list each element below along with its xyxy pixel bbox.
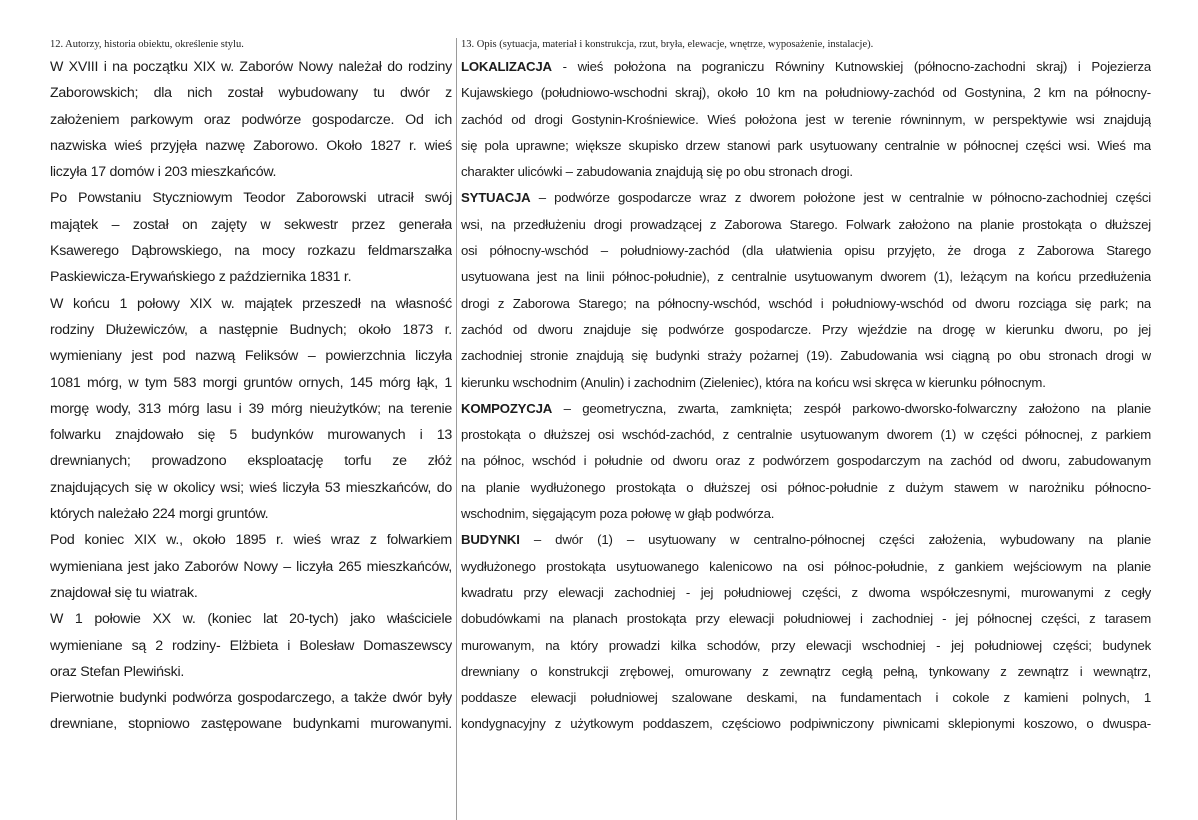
text-line xyxy=(50,448,452,474)
text-line xyxy=(461,711,1151,737)
line-text: charakter ulicówki – zabudowania znajdują się po obu stronach drogi. xyxy=(461,164,853,180)
line-text: morgę wody, 313 mórg lasu i 39 mórg nieużytków; na terenie xyxy=(50,400,452,417)
line-text: drewnianych; prowadzono eksploatację torfu ze złóż xyxy=(50,453,452,470)
text-line xyxy=(50,133,452,159)
line-text: wymieniane są 2 rodziny- Elżbieta i Bolesław Domaszewscy xyxy=(50,637,452,654)
text-line xyxy=(461,159,1151,185)
text-line xyxy=(50,159,452,185)
line-text: Kujawskiego (południowo-wschodni skraj), około 10 km na południowy-zachód od Gostynina, 2 km na północny- xyxy=(461,85,1151,101)
line-text: Pod koniec XIX w., około 1895 r. wieś wraz z folwarkiem xyxy=(50,532,452,549)
line-text: wymieniana jest jako Zaborów Nowy – liczyła 265 mieszkańców, xyxy=(50,558,452,575)
text-line xyxy=(50,580,452,606)
line-text: zachodniej stronie znajdują się budynki straży pożarnej (19). Zabudowania wsi ciągną po obu stronach drogi w xyxy=(461,348,1151,364)
line-text: założeniem parkowym oraz podwórze gospodarcze. Od ich xyxy=(50,111,452,128)
section-keyword: SYTUACJA xyxy=(461,190,531,206)
line-text: usytuowana jest na linii północ-południe), z centralnie usytuowanym dworem (1), leżącym na końcu przedłużenia xyxy=(461,269,1151,285)
text-line xyxy=(461,133,1151,159)
line-text: Ksawerego Dąbrowskiego, na mocy rozkazu feldmarszałka xyxy=(50,243,452,260)
line-text: oraz Stefan Plewiński. xyxy=(50,663,185,680)
line-text: drewniane, stopniowo zastępowane budynkami murowanymi. xyxy=(50,716,452,733)
text-line xyxy=(461,317,1151,343)
line-text: liczyła 17 domów i 203 mieszkańców. xyxy=(50,164,277,181)
history-column xyxy=(50,38,452,738)
line-text: Po Powstaniu Styczniowym Teodor Zaborowski utracił swój xyxy=(50,190,452,207)
text-line xyxy=(50,264,452,290)
text-line xyxy=(50,291,452,317)
text-line xyxy=(461,396,1151,422)
text-line xyxy=(461,685,1151,711)
line-text: – dwór (1) – usytuowany w centralno-północnej części założenia, wybudowany na planie xyxy=(519,532,1151,548)
text-line xyxy=(461,291,1151,317)
text-line xyxy=(50,685,452,711)
text-line xyxy=(50,238,452,264)
text-line xyxy=(50,659,452,685)
text-line xyxy=(50,422,452,448)
line-text: kwadratu przy elewacji zachodniej - jej południowej części, z dwoma współczesnymi, murowanymi z cegły xyxy=(461,584,1151,600)
line-text: znajdujących się w okolicy wsi; wieś liczyła 53 mieszkańców, do xyxy=(50,479,452,496)
text-line xyxy=(50,343,452,369)
line-text: - wieś położona na pograniczu Równiny Kutnowskiej (północno-zachodni skraj) i Pojezierza xyxy=(551,59,1151,74)
text-line xyxy=(50,633,452,659)
text-line xyxy=(461,475,1151,501)
text-line xyxy=(50,185,452,211)
line-text: rodziny Dłużewiczów, a następnie Budnych; około 1873 r. xyxy=(50,321,452,338)
line-text: nazwiska wieś przyjęła nazwę Zaborowo. Około 1827 r. wieś xyxy=(50,137,452,154)
text-line xyxy=(461,580,1151,606)
line-text: Zaborowskich; dla nich został wybudowany tu dwór z xyxy=(50,85,452,102)
text-line xyxy=(461,212,1151,238)
line-text: folwarku znajdowało się 5 budynków murowanych i 13 xyxy=(50,427,452,444)
text-line xyxy=(50,711,452,737)
line-text: zachód od drogi Gostynin-Krośniewice. Wieś położona jest w terenie równinnym, w perspektywie wsi znajdują xyxy=(461,111,1151,127)
text-line xyxy=(50,107,452,133)
line-text: W XVIII i na początku XIX w. Zaborów Nowy należał do rodziny xyxy=(50,59,452,75)
text-line xyxy=(461,501,1151,527)
line-text: majątek – został on zajęty w sekwestr przez generała xyxy=(50,216,452,233)
text-line xyxy=(461,606,1151,632)
text-line xyxy=(461,80,1151,106)
line-text: kierunku wschodnim (Anulin) i zachodnim (Zieleniec), która na końcu wsi skręca w kierunku północnym. xyxy=(461,374,1046,390)
line-text: wydłużonego prostokąta usytuowanego kalenicowo na osi północ-południe, z gankiem wejściowym na planie xyxy=(461,558,1151,574)
line-text: osi północny-wschód – południowy-zachód (dla ułatwienia opisu przyjęto, że droga z Zaborowa Starego xyxy=(461,243,1151,259)
line-text: poddasze elewacji południowej szalowane deskami, na fundamentach i cokole z kamieni polnych, 1 xyxy=(461,690,1151,706)
line-text: murowanym, na który prowadzi kilka schodów, przy elewacji wschodniej - jej południowej części; budynek xyxy=(461,637,1151,653)
line-text: kondygnacyjny z użytkowym poddaszem, częściowo podpiwniczony piwnicami sklepionymi koszowo, o dwuspa- xyxy=(461,716,1151,732)
section-keyword: BUDYNKI xyxy=(461,532,520,548)
text-line xyxy=(461,659,1151,685)
line-text: dobudówkami na planach prostokąta przy elewacji południowej i zachodniej - jej północnej części, z tarasem xyxy=(461,611,1151,627)
line-text: wsi, na przedłużeniu drogi prowadzącej z Zaborowa Starego. Folwark założono na planie prostokąta o dłuższej xyxy=(461,216,1151,232)
text-line xyxy=(50,212,452,238)
section-12-heading: 12. Autorzy, historia obiektu, określenie stylu. xyxy=(50,39,244,50)
text-line xyxy=(461,238,1151,264)
line-text: W końcu 1 połowy XIX w. majątek przeszedł na własność xyxy=(50,295,452,312)
text-line xyxy=(461,527,1151,553)
line-text: zachód od dworu znajduje się podwórze gospodarcze. Przy wjeździe na drogę w kierunku dworu, po jej xyxy=(461,321,1151,337)
text-line xyxy=(50,54,452,80)
section-13-heading: 13. Opis (sytuacja, materiał i konstrukcja, rzut, bryła, elewacje, wnętrze, wyposażenie, instalacje). xyxy=(461,39,874,50)
text-line xyxy=(461,633,1151,659)
text-line xyxy=(50,554,452,580)
text-line xyxy=(50,370,452,396)
description-column xyxy=(461,38,1151,738)
line-text: W 1 połowie XX w. (koniec lat 20-tych) jako właściciele xyxy=(50,611,452,628)
text-line xyxy=(50,80,452,106)
description-text xyxy=(461,54,1151,738)
column-divider xyxy=(456,38,457,820)
line-text: drewniany o konstrukcji zrębowej, omurowany z zewnątrz cegłą pełną, tynkowany z zewnątrz i wewnątrz, xyxy=(461,663,1151,679)
text-line xyxy=(461,185,1151,211)
section-keyword: KOMPOZYCJA xyxy=(461,400,553,416)
text-line xyxy=(50,396,452,422)
line-text: – podwórze gospodarcze wraz z dworem położone jest w centralnie w północno-zachodniej części xyxy=(530,190,1151,206)
line-text: Pierwotnie budynki podwórza gospodarczego, a także dwór były xyxy=(50,690,452,707)
line-text: – geometryczna, zwarta, zamknięta; zespół parkowo-dworsko-folwarczny założono na planie xyxy=(552,400,1151,416)
text-line xyxy=(461,422,1151,448)
line-text: znajdował się tu wiatrak. xyxy=(50,584,198,601)
text-line xyxy=(461,554,1151,580)
text-line xyxy=(50,317,452,343)
line-text: się pola uprawne; większe skupisko drzew stanowi park usytuowany centralnie w północnej części wsi. Wieś ma xyxy=(461,137,1151,153)
line-text: drogi z Zaborowa Starego; na północny-wschód, wschód i południowy-wschód od dworu rozciąga się park; na xyxy=(461,295,1151,311)
line-text: wschodnim, sięgającym poza połowę w głąb podwórza. xyxy=(461,506,775,522)
text-line xyxy=(461,370,1151,396)
line-text: na planie wydłużonego prostokąta o dłuższej osi północ-południe z dużym stawem w narożniku północno- xyxy=(461,479,1151,495)
line-text: wymieniany jest pod nazwą Feliksów – powierzchnia liczyła xyxy=(50,348,452,365)
text-line xyxy=(50,527,452,553)
line-text: których należało 224 morgi gruntów. xyxy=(50,506,269,523)
text-line xyxy=(461,448,1151,474)
text-line xyxy=(461,264,1151,290)
text-line xyxy=(50,606,452,632)
text-line xyxy=(461,54,1151,80)
line-text: prostokąta o dłuższej osi wschód-zachód, z centralnie usytuowanym dworem (1) w części północnej, z parkiem xyxy=(461,427,1151,443)
line-text: Paskiewicza-Erywańskiego z października 1831 r. xyxy=(50,269,352,286)
section-keyword: LOKALIZACJA xyxy=(461,59,552,74)
line-text: na północ, wschód i południe od dworu oraz z podwórzem gospodarczym na zachód od dworu, zabudowanym xyxy=(461,453,1151,469)
line-text: 1081 mórg, w tym 583 morgi gruntów ornych, 145 mórg łąk, 1 xyxy=(50,374,452,391)
text-line xyxy=(461,107,1151,133)
text-line xyxy=(50,501,452,527)
text-line xyxy=(461,343,1151,369)
text-line xyxy=(50,475,452,501)
history-text xyxy=(50,54,452,738)
